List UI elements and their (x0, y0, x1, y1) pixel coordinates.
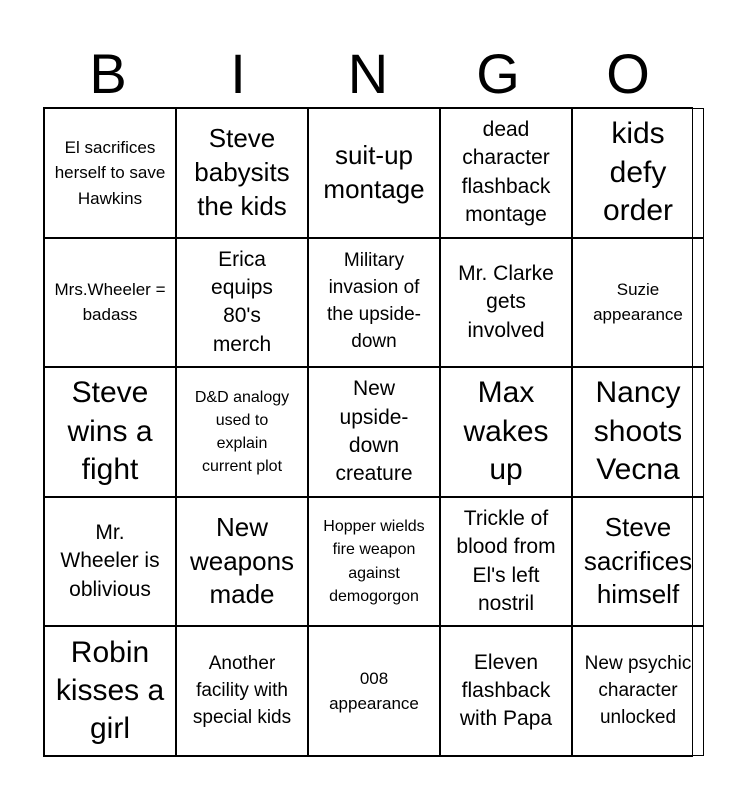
cell-text: 008 appearance (329, 668, 419, 714)
bingo-cell[interactable] (440, 626, 572, 756)
cell-text: Mr. Clarke gets involved (458, 261, 554, 342)
bingo-cell[interactable] (308, 367, 440, 497)
bingo-cell[interactable] (44, 238, 176, 368)
cell-text: Eleven flashback with Papa (459, 650, 553, 731)
bingo-header (43, 40, 693, 108)
bingo-cell[interactable] (308, 108, 440, 238)
cell-text: New psychic character unlocked (584, 652, 692, 728)
cell-text: New weapons made (189, 511, 295, 610)
cell-text: Another facility with special kids (192, 652, 292, 728)
cell-text: Robin kisses a girl (55, 635, 165, 746)
cell-text: D&D analogy used to explain current plot (194, 388, 290, 476)
bingo-cell[interactable] (572, 367, 704, 497)
bingo-cell[interactable] (440, 108, 572, 238)
bingo-cell[interactable] (176, 367, 308, 497)
bingo-cell[interactable] (44, 108, 176, 238)
cell-text: Steve babysits the kids (194, 123, 290, 221)
bingo-cell[interactable] (572, 238, 704, 368)
cell-text: Erica equips 80's merch (211, 247, 273, 356)
cell-text: Suzie appearance (593, 279, 683, 325)
cell-text: Steve sacrifices himself (583, 511, 693, 610)
cell-text: kids defy order (602, 117, 674, 227)
cell-text: Trickle of blood from El's left nostril (456, 506, 556, 615)
bingo-cell[interactable] (44, 367, 176, 497)
bingo-cell[interactable] (572, 108, 704, 238)
bingo-cell[interactable] (440, 497, 572, 627)
bingo-cell[interactable] (176, 626, 308, 756)
bingo-cell[interactable] (308, 497, 440, 627)
cell-text: Mr. Wheeler is oblivious (60, 521, 160, 601)
bingo-cell[interactable] (308, 238, 440, 368)
cell-text: Steve wins a fight (67, 376, 153, 487)
bingo-cell[interactable] (44, 626, 176, 756)
bingo-cell[interactable] (176, 497, 308, 627)
bingo-cell[interactable] (572, 497, 704, 627)
cell-text: Max wakes up (463, 376, 549, 487)
header-letter-g: G (476, 42, 520, 105)
cell-text: Mrs.Wheeler = badass (54, 279, 166, 325)
bingo-cell[interactable] (440, 238, 572, 368)
cell-text: Nancy shoots Vecna (593, 376, 683, 487)
header-letter-o: O (606, 42, 650, 105)
bingo-cell[interactable] (44, 497, 176, 627)
cell-text: Military invasion of the upside-down (326, 250, 421, 353)
cell-text: Hopper wields fire weapon against demogorgon (323, 518, 425, 605)
header-letter-n: N (347, 42, 389, 105)
cell-text: New upside-down creature (335, 377, 413, 486)
bingo-cell[interactable] (440, 367, 572, 497)
cell-text: dead character flashback montage (461, 118, 551, 227)
bingo-cell[interactable] (176, 108, 308, 238)
cell-text: El sacrifices herself to save Hawkins (54, 137, 166, 208)
bingo-grid (43, 107, 693, 757)
bingo-cell[interactable] (572, 626, 704, 756)
bingo-cell[interactable] (308, 626, 440, 756)
header-letter-b: B (89, 42, 127, 105)
bingo-cell[interactable] (176, 238, 308, 368)
header-letter-i: I (230, 42, 246, 105)
cell-text: suit-up montage (323, 140, 425, 204)
